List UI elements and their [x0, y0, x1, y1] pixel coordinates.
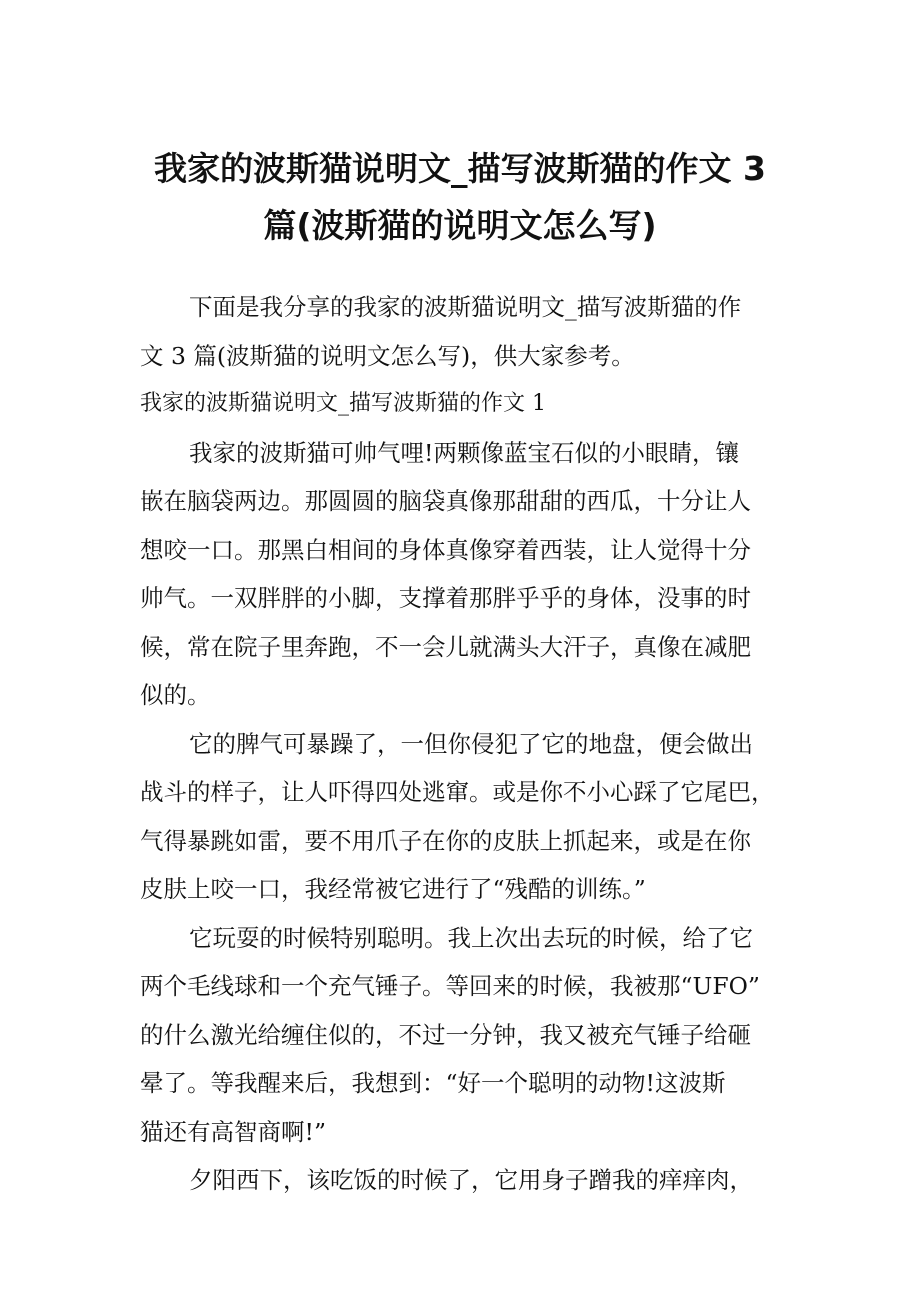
text-line: 皮肤上咬一口，我经常被它进行了“残酷的训练。”	[140, 875, 646, 903]
text-line: 它的脾气可暴躁了，一但你侵犯了它的地盘，便会做出	[189, 729, 753, 758]
text-line: 夕阳西下，该吃饭的时候了，它用身子蹭我的痒痒肉，	[189, 1166, 753, 1194]
document-title	[110, 140, 810, 254]
text-line: 我家的波斯猫可帅气哩!两颗像蓝宝石似的小眼睛，镶	[189, 438, 739, 467]
text-line: 嵌在脑袋两边。那圆圆的脑袋真像那甜甜的西瓜，十分让人	[140, 487, 751, 515]
text-line: 下面是我分享的我家的波斯猫说明文_描写波斯猫的作	[189, 293, 742, 321]
paragraph	[140, 429, 782, 720]
text-line: 气得暴跳如雷，要不用爪子在你的皮肤上抓起来，或是在你	[140, 826, 751, 855]
text-line: 两个毛线球和一个充气锤子。等回来的时候，我被那“UFO”	[140, 972, 760, 1000]
section-heading-text: 我家的波斯猫说明文_描写波斯猫的作文 1	[140, 391, 546, 416]
text-line: 候，常在院子里奔跑，不一会儿就满头大汗子，真像在减肥	[140, 632, 751, 661]
paragraph	[140, 914, 782, 1157]
paragraph	[140, 1156, 782, 1205]
paragraph	[140, 720, 782, 914]
text-line: 它玩耍的时候特别聪明。我上次出去玩的时候，给了它	[189, 923, 753, 952]
text-line: 文 3 篇(波斯猫的说明文怎么写)，供大家参考。	[140, 341, 635, 370]
text-line: 战斗的样子，让人吓得四处逃窜。或是你不小心踩了它尾巴，	[140, 778, 775, 806]
text-line: 想咬一口。那黑白相间的身体真像穿着西装，让人觉得十分	[140, 535, 751, 564]
title-line: 我家的波斯猫说明文_描写波斯猫的作文 3	[154, 149, 766, 188]
text-line: 似的。	[140, 681, 211, 709]
text-line: 晕了。等我醒来后，我想到：“好一个聪明的动物!这波斯	[140, 1069, 726, 1097]
intro-paragraph	[140, 283, 782, 380]
text-line: 帅气。一双胖胖的小脚，支撑着那胖乎乎的身体，没事的时	[140, 584, 751, 612]
title-line: 篇(波斯猫的说明文怎么写)	[263, 206, 657, 245]
section-heading	[140, 380, 782, 429]
text-line: 的什么激光给缠住似的，不过一分钟，我又被充气锤子给砸	[140, 1020, 751, 1049]
document-body	[140, 283, 782, 1205]
text-line: 猫还有高智商啊!”	[140, 1117, 326, 1146]
